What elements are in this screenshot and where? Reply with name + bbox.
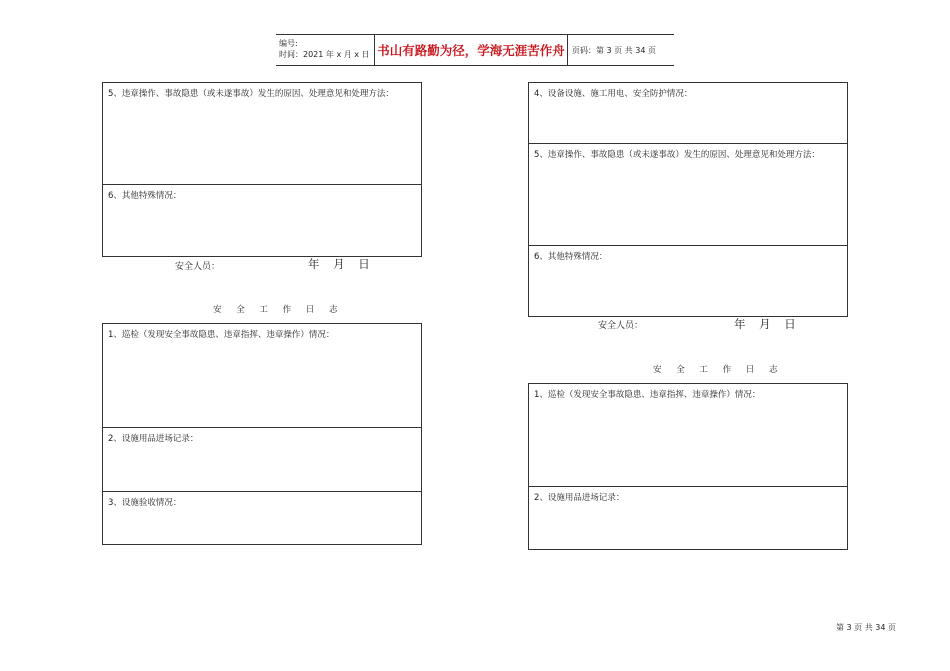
row-label: 2、设施用品进场记录： [534, 493, 625, 503]
serial-number-label: 编号: [279, 39, 298, 48]
header-meta [276, 35, 374, 65]
right-row-5 [529, 143, 847, 245]
row-label: 5、违章操作、事故隐患（或未遂事故）发生的原因、处理意见和处理方法： [108, 89, 394, 99]
left-row-6 [103, 184, 421, 257]
right-log-title: 安 全 工 作 日 志 [653, 365, 784, 375]
row-label: 5、违章操作、事故隐患（或未遂事故）发生的原因、处理意见和处理方法： [534, 150, 820, 160]
row-label: 6、其他特殊情况： [534, 252, 608, 262]
time-label: 时间：2021 年 x 月 x 日 [279, 50, 370, 59]
left-log-row-3 [103, 491, 421, 545]
right-date: 年 月 日 [734, 317, 801, 331]
left-top-table [102, 82, 422, 257]
motto: 书山有路勤为径，学海无涯苦作舟 [374, 35, 568, 65]
left-date: 年 月 日 [308, 257, 375, 271]
row-label: 4、设备设施、施工用电、安全防护情况： [534, 89, 693, 99]
row-label: 2、设施用品进场记录： [108, 434, 199, 444]
right-log-table [528, 383, 848, 550]
row-label: 3、设施验收情况： [108, 498, 182, 508]
right-row-6 [529, 245, 847, 317]
page-header [276, 34, 674, 66]
row-label: 6、其他特殊情况： [108, 191, 182, 201]
right-top-table [528, 82, 848, 317]
row-label: 1、巡检（发现安全事故隐患、违章指挥、违章操作）情况： [534, 390, 761, 400]
row-label: 1、巡检（发现安全事故隐患、违章指挥、违章操作）情况： [108, 330, 335, 340]
left-log-row-1 [103, 324, 421, 427]
page-code: 页码：第 3 页 共 34 页 [572, 45, 656, 55]
left-signature-label: 安全人员： [175, 262, 221, 272]
left-log-row-2 [103, 427, 421, 491]
right-log-row-2 [529, 486, 847, 550]
left-row-5 [103, 83, 421, 184]
right-row-4 [529, 83, 847, 143]
page-footer: 第 3 页 共 34 页 [836, 623, 896, 632]
left-log-table [102, 323, 422, 545]
right-log-row-1 [529, 384, 847, 486]
right-signature-label: 安全人员： [598, 321, 644, 331]
left-log-title: 安 全 工 作 日 志 [213, 305, 344, 315]
